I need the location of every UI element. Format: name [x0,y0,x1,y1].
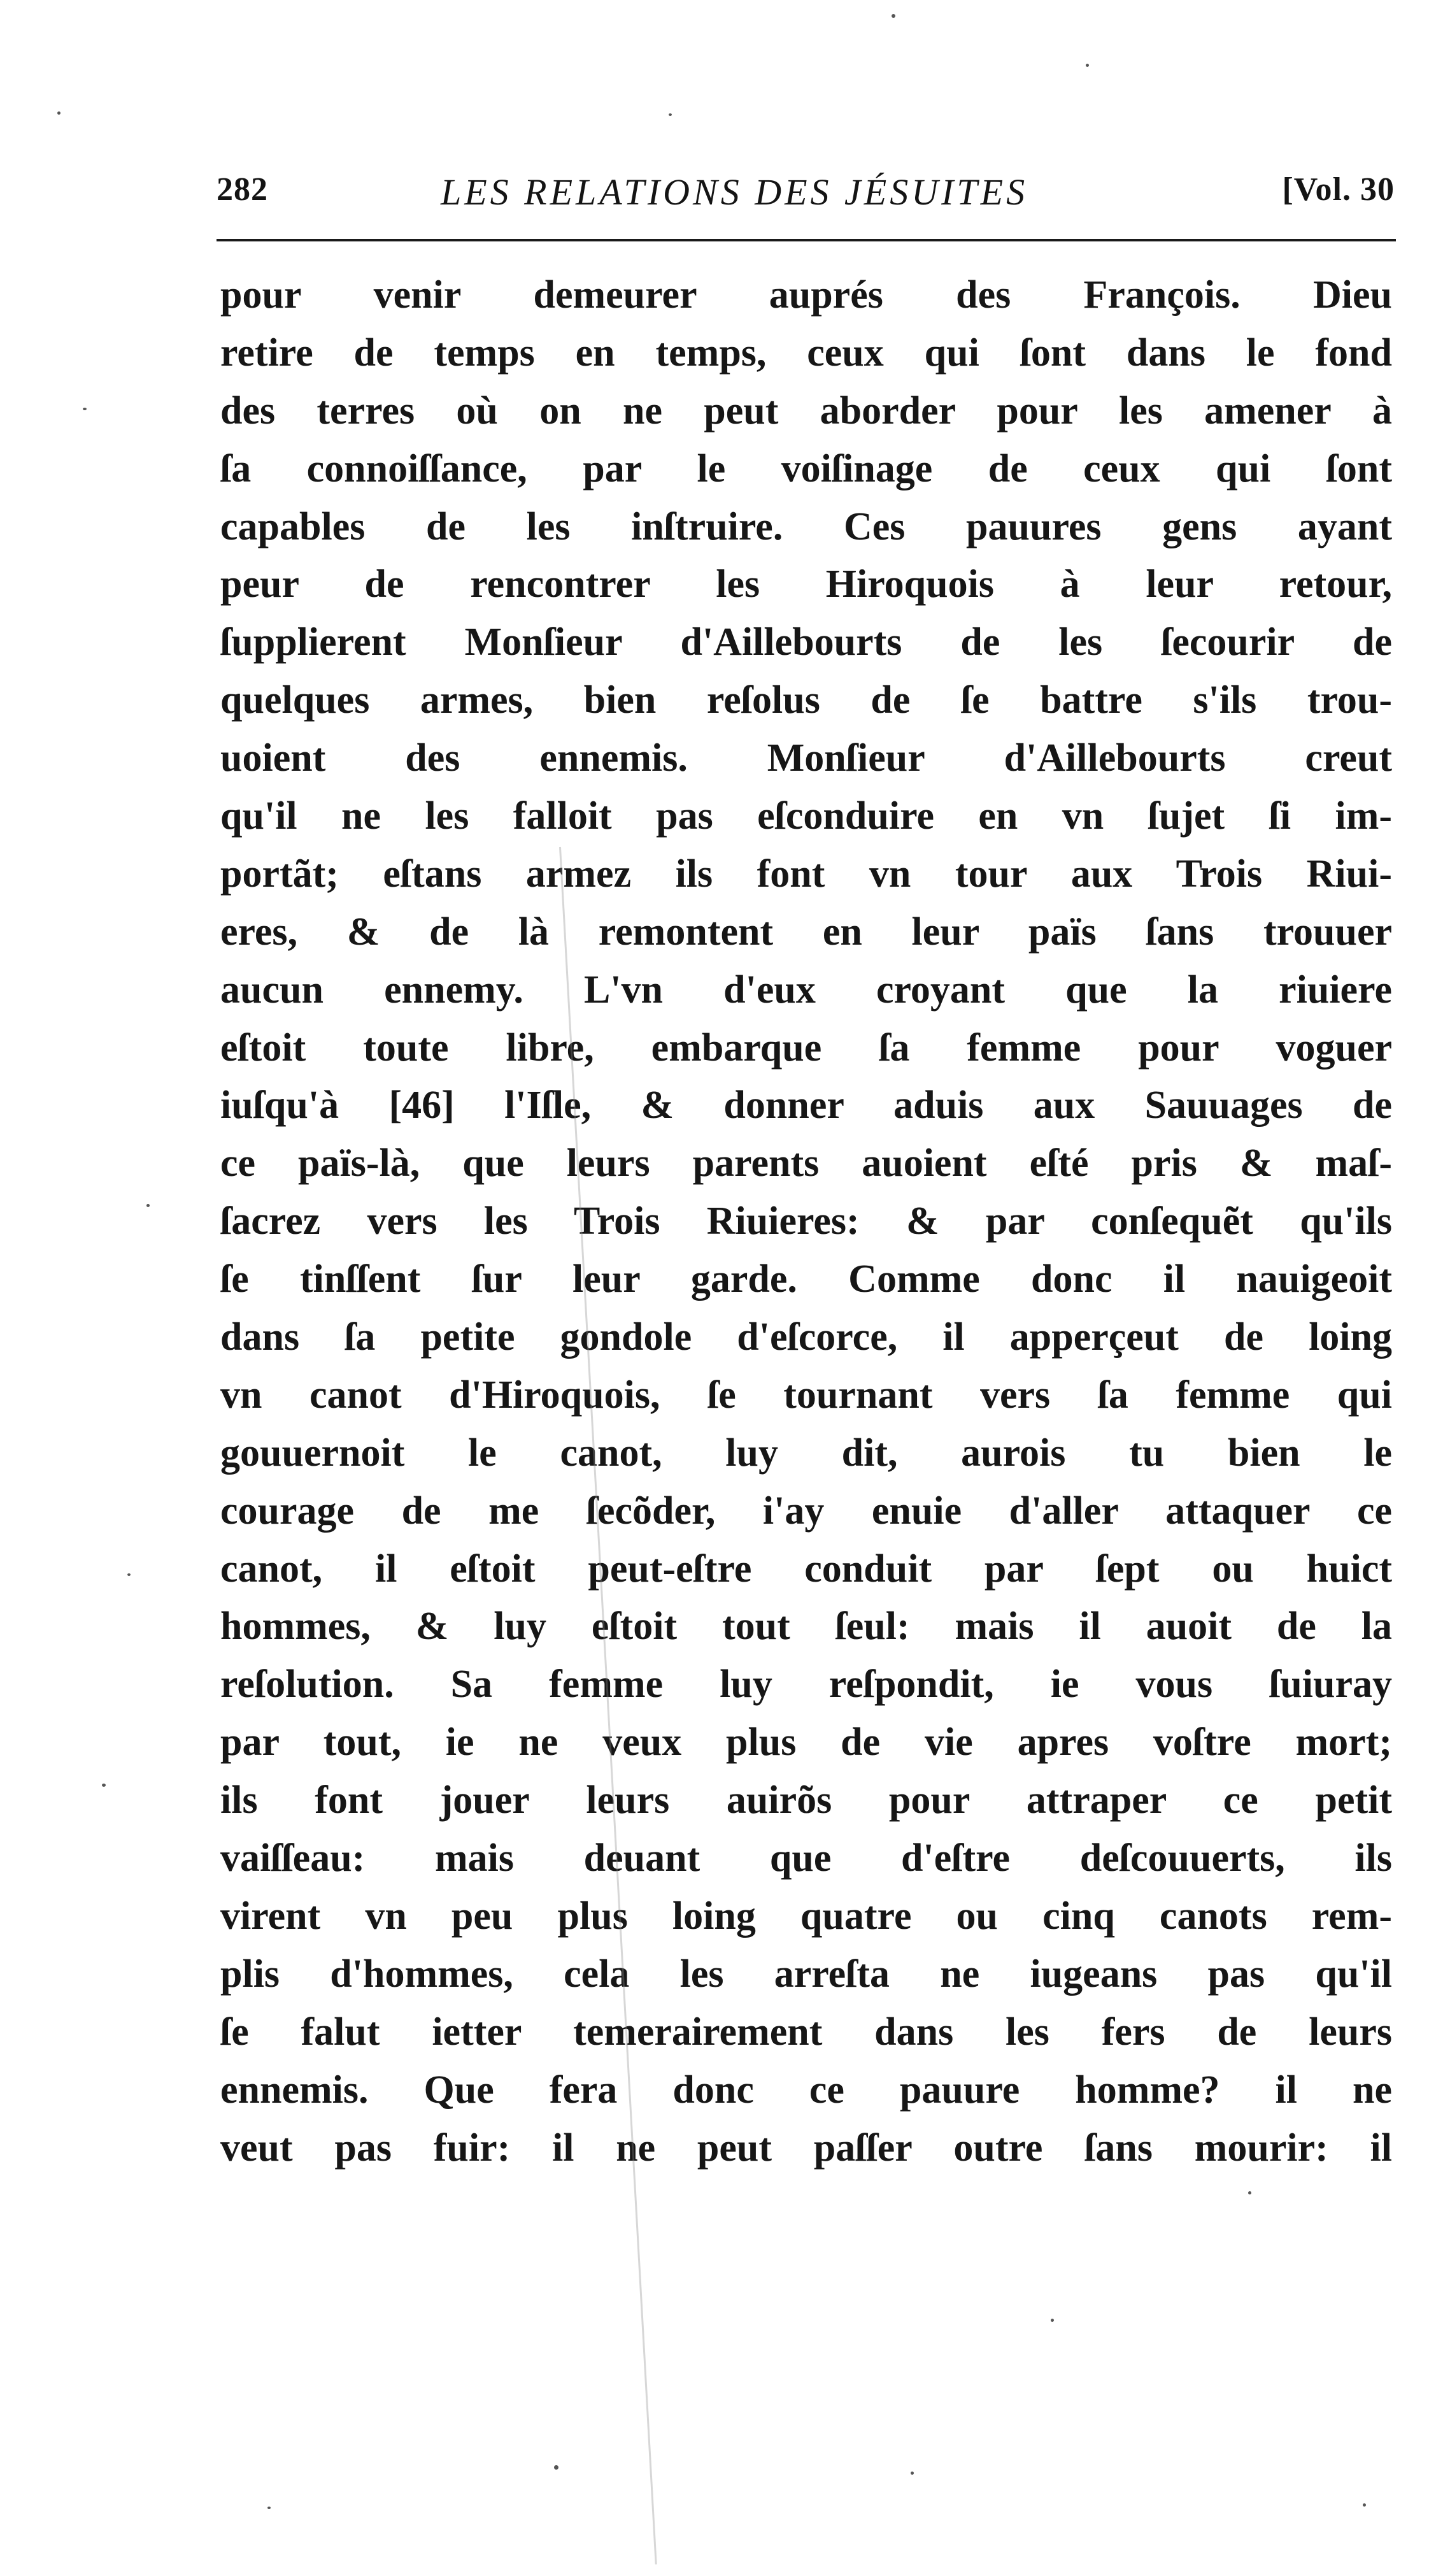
scan-speck [911,2472,914,2475]
text-line: ce païs-là, que leurs parents auoient eſté pris & maſ- [220,1141,1392,1185]
text-line: qu'il ne les falloit pas eſconduire en vn ſujet ſi im- [220,794,1392,838]
body-text [220,266,1392,2177]
text-line: ils font jouer leurs auirõs pour attraper ce petit [220,1778,1392,1822]
page-number: 282 [217,171,268,208]
text-line: vaiſſeau: mais deuant que d'eſtre deſcouuerts, ils [220,1836,1392,1880]
text-line: hommes, & luy eſtoit tout ſeul: mais il auoit de la [220,1605,1392,1649]
text-line: capables de les inſtruire. Ces pauures gens ayant [220,504,1392,548]
text-line: aucun ennemy. L'vn d'eux croyant que la riuiere [220,968,1392,1012]
text-line: iuſqu'à [46] l'Iſle, & donner aduis aux Sauuages de [220,1084,1392,1127]
text-line: pour venir demeurer auprés des François. Dieu [220,273,1392,317]
text-line: veut pas fuir: il ne peut paſſer outre ſans mourir: il [220,2126,1392,2170]
scan-speck [1248,2191,1251,2194]
scan-speck [127,1573,131,1576]
text-line: quelques armes, bien reſolus de ſe battre s'ils trou- [220,678,1392,722]
text-line: ſa connoiſſance, par le voiſinage de ceux qui ſont [220,447,1392,490]
text-line: peur de rencontrer les Hiroquois à leur retour, [220,562,1392,606]
text-line: ſacrez vers les Trois Riuieres: & par conſequẽt qu'ils [220,1199,1392,1243]
text-line: ennemis. Que fera donc ce pauure homme? il ne [220,2068,1392,2112]
text-line: courage de me ſecõder, i'ay enuie d'aller attaquer ce [220,1489,1392,1533]
text-line: uoient des ennemis. Monſieur d'Aillebourts creut [220,736,1392,780]
text-line: plis d'hommes, cela les arreſta ne iugeans pas qu'il [220,1952,1392,1996]
text-line: ſe tinſſent ſur leur garde. Comme donc il nauigeoit [220,1257,1392,1301]
text-line: par tout, ie ne veux plus de vie apres voſtre mort; [220,1721,1392,1764]
scan-speck [892,14,895,18]
text-line: canot, il eſtoit peut-eſtre conduit par ſept ou huict [220,1547,1392,1591]
scan-speck [669,113,672,116]
text-line: virent vn peu plus loing quatre ou cinq canots rem- [220,1894,1392,1938]
scan-speck [83,408,87,410]
text-line: gouuernoit le canot, luy dit, aurois tu bien le [220,1431,1392,1475]
scan-speck [146,1204,150,1207]
scan-speck [1086,64,1089,67]
text-line: ſupplierent Monſieur d'Aillebourts de les ſecourir de [220,620,1392,664]
text-line: vn canot d'Hiroquois, ſe tournant vers ſa femme qui [220,1373,1392,1417]
text-line: des terres où on ne peut aborder pour les amener à [220,389,1392,433]
text-line: reſolution. Sa femme luy reſpondit, ie vous ſuiuray [220,1663,1392,1707]
text-line: eſtoit toute libre, embarque ſa femme pour voguer [220,1026,1392,1070]
scan-speck [267,2507,271,2509]
header-rule [217,239,1396,241]
scan-speck [102,1784,106,1787]
volume-reference: [Vol. 30 [1282,171,1395,208]
running-title: LES RELATIONS DES JÉSUITES [441,171,1028,213]
text-line: eres, & de là remontent en leur païs ſans trouuer [220,910,1392,954]
scan-speck [57,111,60,115]
scan-speck [554,2465,558,2470]
text-line: portãt; eſtans armez ils font vn tour aux Trois Riui- [220,852,1392,896]
text-line: ſe falut ietter temerairement dans les fers de leurs [220,2010,1392,2054]
scan-speck [1051,2319,1054,2322]
text-line: retire de temps en temps, ceux qui ſont dans le fond [220,331,1392,375]
text-line: dans ſa petite gondole d'eſcorce, il apperçeut de loing [220,1315,1392,1359]
running-head [217,171,1395,222]
scan-speck [1363,2503,1366,2507]
